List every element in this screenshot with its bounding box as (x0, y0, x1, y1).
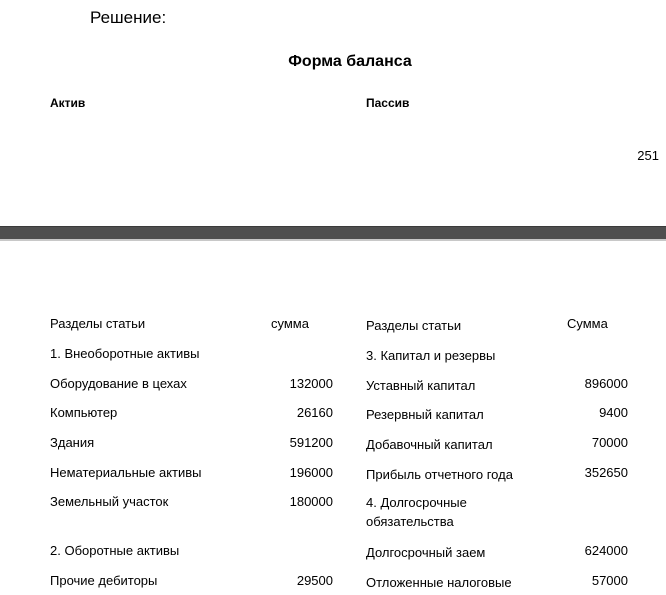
page-number: 251 (637, 148, 659, 163)
header-left-sum: сумма (271, 316, 309, 331)
table-row (0, 543, 666, 565)
left-item-name: Земельный участок (50, 494, 169, 509)
right-item-value: 896000 (584, 376, 628, 391)
table-row (0, 573, 666, 595)
intro-text: Решение: (90, 8, 167, 27)
left-item-name: Оборудование в цехах (50, 376, 187, 391)
left-item-name: Здания (50, 435, 95, 450)
left-item-value: 29500 (296, 573, 333, 588)
left-item-name: Нематериальные активы (50, 465, 202, 480)
liabilities-heading: Пассив (366, 96, 410, 110)
right-item-value: 624000 (584, 543, 628, 558)
header-right-sum: Сумма (567, 316, 608, 331)
document-title: Форма баланса (288, 53, 412, 70)
right-item-name: Долгосрочный заем (366, 545, 486, 560)
right-item-name: Резервный капитал (366, 407, 484, 422)
right-item-name-line2: обязательства (366, 514, 454, 529)
table-row (0, 494, 666, 534)
left-item-name: 2. Оборотные активы (50, 543, 180, 558)
table-row (0, 376, 666, 398)
assets-heading: Актив (50, 96, 86, 110)
left-item-value: 196000 (289, 465, 333, 480)
right-item-name: Добавочный капитал (366, 437, 493, 452)
left-item-value: 26160 (296, 405, 333, 420)
right-item-name: Уставный капитал (366, 378, 476, 393)
table-header-row (0, 316, 666, 338)
right-item-value: 352650 (584, 465, 628, 480)
left-item-value: 591200 (289, 435, 333, 450)
header-right-section: Разделы статьи (366, 318, 462, 333)
table-row (0, 465, 666, 487)
left-item-name: Прочие дебиторы (50, 573, 158, 588)
header-left-section: Разделы статьи (50, 316, 146, 331)
right-item-value: 9400 (599, 405, 628, 420)
left-item-value: 132000 (289, 376, 333, 391)
table-row (0, 435, 666, 457)
table-row (0, 346, 666, 368)
right-item-name: Отложенные налоговые (366, 575, 512, 590)
right-item-value: 70000 (591, 435, 628, 450)
right-item-name-line1: 4. Долгосрочные (366, 495, 467, 510)
right-item-name: Прибыль отчетного года (366, 467, 513, 482)
page-break-divider (0, 226, 666, 239)
table-row (0, 405, 666, 427)
right-item-value: 57000 (591, 573, 628, 588)
left-item-name: 1. Внеоборотные активы (50, 346, 200, 361)
left-item-name: Компьютер (50, 405, 118, 420)
left-item-value: 180000 (289, 494, 333, 509)
right-item-name: 3. Капитал и резервы (366, 348, 496, 363)
